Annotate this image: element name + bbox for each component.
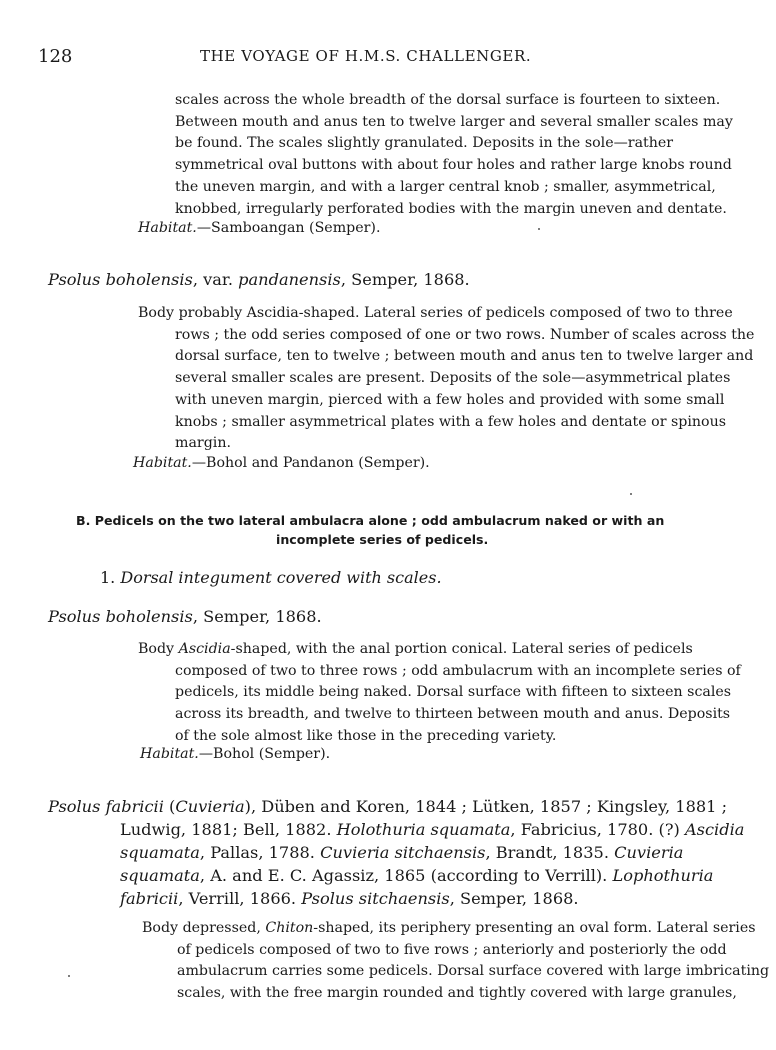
text-line	[48, 818, 744, 841]
text-fragment: Body depressed,	[142, 920, 266, 936]
text-line: with uneven margin, pierced with a few holes and provided with some small	[175, 391, 725, 408]
text-line: of pedicels composed of two to five rows ; anteriorly and posteriorly the odd	[177, 941, 727, 958]
habitat-text: —Bohol and Pandanon (Semper).	[191, 455, 430, 471]
habitat-line	[140, 746, 330, 762]
text-line: symmetrical oval buttons with about four holes and rather large knobs round	[175, 157, 732, 174]
text-fragment: Lophothuria	[612, 866, 714, 885]
text-line: the uneven margin, and with a larger central knob ; smaller, asymmetrical,	[175, 178, 716, 195]
species-var-prefix: , var.	[192, 270, 239, 289]
text-line: scales, with the free margin rounded and tightly covered with large granules,	[177, 985, 737, 1002]
species-name: Psolus boholensis	[48, 607, 193, 626]
text-fragment: , A. and E. C. Agassiz, 1865 (according to Verrill).	[199, 866, 613, 885]
text-line: of the sole almost like those in the preceding variety.	[175, 727, 557, 744]
species-authority: , Semper, 1868.	[192, 607, 322, 626]
continuation-paragraph	[175, 90, 733, 220]
text-line: several smaller scales are present. Deposits of the sole—asymmetrical plates	[175, 370, 731, 387]
synonymy-block	[48, 795, 744, 910]
species-description	[142, 918, 770, 1005]
text-fragment: Holothuria squamata	[336, 820, 511, 839]
text-fragment: , Pallas, 1788.	[199, 843, 321, 862]
scan-speck	[68, 975, 70, 977]
text-line	[138, 639, 728, 661]
habitat-line	[138, 220, 380, 236]
variety-name: pandanensis	[238, 270, 341, 289]
text-fragment: squamata	[120, 843, 200, 862]
page-number: 128	[38, 46, 73, 67]
text-fragment: , Brandt, 1835.	[485, 843, 615, 862]
species-description	[138, 639, 741, 748]
text-line	[48, 864, 744, 887]
text-fragment: Ludwig, 1881; Bell, 1882.	[120, 820, 337, 839]
subsection-heading	[100, 568, 442, 587]
scan-speck	[538, 228, 540, 230]
text-line: ambulacrum carries some pedicels. Dorsal surface covered with large imbricating	[177, 963, 770, 980]
species-heading	[48, 605, 322, 628]
text-fragment: Chiton	[265, 920, 314, 936]
text-fragment: ), Düben and Koren, 1844 ; Lütken, 1857 ; Kingsley, 1881 ;	[244, 797, 728, 816]
text-fragment: , Verrill, 1866.	[178, 889, 302, 908]
species-name: Psolus fabricii	[48, 797, 164, 816]
species-name: Psolus boholensis	[48, 270, 193, 289]
habitat-text: —Bohol (Semper).	[198, 746, 331, 762]
section-b-heading-line1: B. Pedicels on the two lateral ambulacra alone ; odd ambulacrum naked or with an	[76, 513, 665, 528]
text-fragment: -shaped, with the anal portion conical. Lateral series of pedicels	[230, 641, 693, 657]
running-title: THE VOYAGE OF H.M.S. CHALLENGER.	[200, 47, 532, 65]
habitat-label: Habitat.	[140, 746, 199, 762]
text-fragment: squamata	[120, 866, 200, 885]
species-description	[138, 303, 755, 455]
habitat-label: Habitat.	[138, 220, 197, 236]
text-fragment: Cuvieria	[614, 843, 684, 862]
scan-speck	[630, 493, 632, 495]
text-fragment: Body	[138, 641, 179, 657]
section-b-heading-line2: incomplete series of pedicels.	[276, 532, 489, 547]
text-line	[48, 887, 744, 910]
subsection-number: 1.	[100, 568, 116, 587]
text-line: Between mouth and anus ten to twelve larger and several smaller scales may	[175, 113, 733, 130]
text-line	[142, 918, 756, 940]
text-line: rows ; the odd series composed of one or two rows. Number of scales across the	[175, 326, 755, 343]
text-line: Body probably Ascidia-shaped. Lateral series of pedicels composed of two to three	[138, 305, 733, 321]
text-line: pedicels, its middle being naked. Dorsal surface with fifteen to sixteen scales	[175, 684, 732, 701]
text-line: dorsal surface, ten to twelve ; between mouth and anus ten to twelve larger and	[175, 348, 754, 365]
text-line: margin.	[175, 435, 231, 452]
text-line	[48, 841, 744, 864]
text-line: be found. The scales slightly granulated. Deposits in the sole—rather	[175, 135, 674, 152]
text-line: knobbed, irregularly perforated bodies with the margin uneven and dentate.	[175, 200, 727, 217]
text-fragment: Psolus sitchaensis	[301, 889, 450, 908]
text-line	[48, 795, 744, 818]
text-line: scales across the whole breadth of the dorsal surface is fourteen to sixteen.	[175, 92, 721, 108]
subsection-title: Dorsal integument covered with scales.	[120, 568, 442, 587]
text-fragment: Ascidia	[178, 641, 231, 657]
habitat-line	[133, 455, 430, 471]
habitat-text: —Samboangan (Semper).	[196, 220, 381, 236]
text-fragment: fabricii	[120, 889, 179, 908]
text-line: across its breadth, and twelve to thirteen between mouth and anus. Deposits	[175, 706, 731, 723]
text-fragment: (	[163, 797, 176, 816]
text-fragment: , Semper, 1868.	[449, 889, 579, 908]
text-line: composed of two to three rows ; odd ambulacrum with an incomplete series of	[175, 662, 741, 679]
text-fragment: -shaped, its periphery presenting an oval form. Lateral series	[313, 920, 756, 936]
text-fragment: Cuvieria sitchaensis	[320, 843, 486, 862]
habitat-label: Habitat.	[133, 455, 192, 471]
text-line: knobs ; smaller asymmetrical plates with a few holes and dentate or spinous	[175, 413, 726, 430]
species-heading	[48, 268, 470, 291]
text-fragment: , Fabricius, 1780. (?)	[510, 820, 685, 839]
species-authority: , Semper, 1868.	[340, 270, 470, 289]
text-fragment: Ascidia	[684, 820, 745, 839]
text-fragment: Cuvieria	[175, 797, 245, 816]
